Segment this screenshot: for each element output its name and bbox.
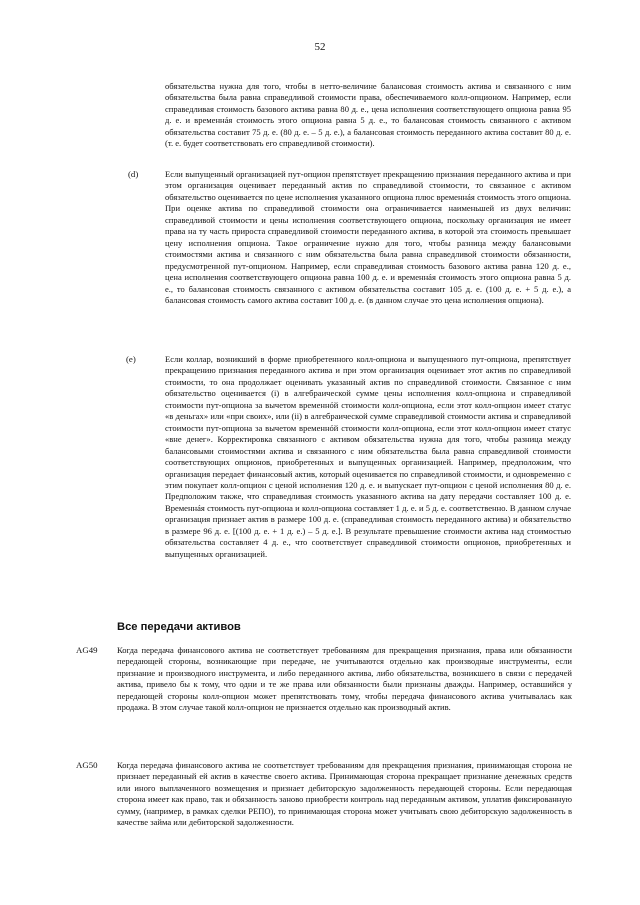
page-number: 52 — [314, 41, 326, 53]
item-label-e: (e) — [126, 354, 136, 364]
intro-paragraph: обязательства нужна для того, чтобы в нетто-величине балансовая стоимость актива и связанного с ним обязательства была равна справедливой стоимости права, обеспечиваемого колл-опционом. Например, если справедливая стоимость базового актива равна 80 д. е., цена исполнения соответствующего опциона равна 95 д. е. и временнáя стоимость этого опциона равна 5 д. е., то балансовая стоимость связанного с активом обязательства составит 75 д. е. (80 д. е. – 5 д. е.), а балансовая стоимость переданного актива составит 80 д. е. (т. е. будет соответствовать его справедливой стоимости). — [165, 81, 571, 149]
paragraph-text-ag50: Когда передача финансового актива не соответствует требованиям для прекращения признания, принимающая сторона не признает переданный ей актив в качестве своего актива. Принимающая сторона прекращает признание денежных средств или иного выплаченного возмещения и признает дебиторскую задолженность передающей стороны. Если передающая сторона имеет как право, так и обязанность заново приобрести контроль над переданным активом, уплатив фиксированную сумму, (например, в рамках сделки РЕПО), то принимающая сторона может учитывать свою дебиторскую задолженность в качестве займа или дебиторской задолженности. — [117, 760, 572, 828]
section-heading: Все передачи активов — [117, 621, 241, 633]
item-text-e: Если коллар, возникший в форме приобретенного колл-опциона и выпущенного пут-опциона, препятствует прекращению признания переданного актива и при этом организация оценивает этот актив по справедливой стоимости, то она продолжает оценивать указанный актив по справедливой стоимости. Связанное с ним обязательство оценивается (i) в алгебраической сумме цены исполнения колл-опциона и справедливой стоимости пут-опциона за вычетом временнóй стоимости колл-опциона, если этот колл-опцион имеет статус «в деньгах» или «при своих», или (ii) в алгебраической сумме справедливой стоимости актива и справедливой стоимости пут-опциона за вычетом временнóй стоимости колл-опциона, если этот колл-опцион имеет статус «вне денег». Корректировка связанного с активом обязательства нужна для того, чтобы разница между балансовыми стоимостями актива и связанного с ним обязательства была равна справедливой стоимости соответствующих опционов, приобретенных и выпущенных организацией. Например, предположим, что организация передает финансовый актив, который оценивается по справедливой стоимости, и одновременно с этим покупает колл-опцион с ценой исполнения 120 д. е. и выпускает пут-опцион с ценой исполнения 80 д. е. Предположим также, что справедливая стоимость указанного актива на дату передачи составляет 100 д. е. Временнáя стоимость пут-опциона и колл-опциона составляет 1 д. е. и 5 д. е. соответственно. В данном случае организация признает актив в размере 100 д. е. (справедливая стоимость переданного актива) и обязательство в размере 96 д. е. [(100 д. е. + 1 д. е.) – 5 д. е.]. В результате превышение стоимости актива над стоимостью обязательства составляет 4 д. е., что соответствует справедливой стоимости опционов, приобретенных и выпущенных организацией. — [165, 354, 571, 559]
paragraph-text-ag49: Когда передача финансового актива не соответствует требованиям для прекращения признания, права или обязанности передающей стороны, возникающие при передаче, не учитываются отдельно как производные инструменты, если признание и производного инструмента, и либо переданного актива, либо обязательства, возникшего в связи с передачей актива, привело бы к тому, что одни и те же права или обязанности были признаны дважды. Например, оставшийся у передающей стороны колл-опцион может препятствовать тому, чтобы передача финансового актива учитывалась как продажа. В этом случае такой колл-опцион не признается отдельно как производный актив. — [117, 645, 572, 713]
item-text-d: Если выпущенный организацией пут-опцион препятствует прекращению признания переданного актива и при этом организация оценивает переданный актив по справедливой стоимости, то связанное с активом обязательство оценивается по цене исполнения указанного опциона плюс временнáя стоимость этого опциона. При оценке актива по справедливой стоимости она ограничивается наименьшей из двух величин: справедливой стоимости и цены исполнения соответствующего опциона, поскольку организация не имеет права на ту часть прироста справедливой стоимости переданного актива, в которой эта стоимость превышает цену исполнения опциона. Такое ограничение нужно для того, чтобы разница между балансовыми стоимостями актива и связанного с ним обязательства была равна справедливой стоимости обязанности, предусмотренной пут-опционом. Например, если справедливая стоимость базового актива равна 120 д. е., цена исполнения соответствующего опциона равна 100 д. е. и временнáя стоимость этого опциона равна 5 д. е., то балансовая стоимость связанного с активом обязательства составит 105 д. е. (100 д. е. + 5 д. е.), а балансовая стоимость самого актива составит 100 д. е. (в данном случае это цена исполнения опциона). — [165, 169, 571, 305]
item-label-d: (d) — [128, 169, 139, 179]
paragraph-label-ag49: AG49 — [76, 645, 98, 655]
paragraph-label-ag50: AG50 — [76, 760, 98, 770]
